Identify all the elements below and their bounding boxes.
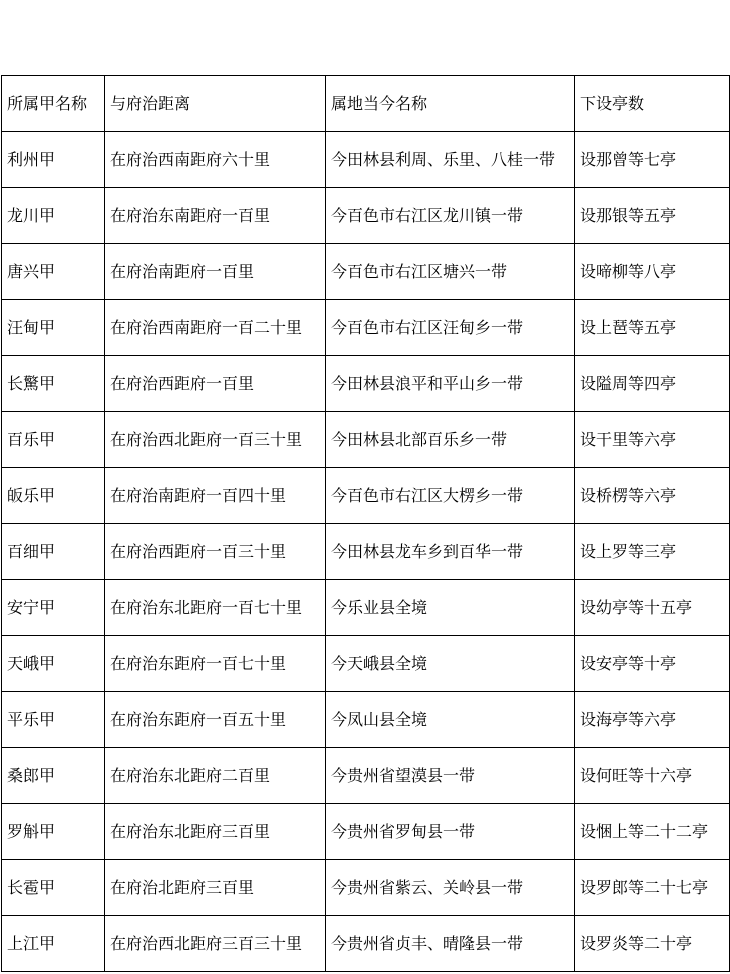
cell-jia-name: 汪甸甲 xyxy=(2,300,105,356)
cell-jia-name: 长雹甲 xyxy=(2,860,105,916)
table-body xyxy=(2,76,730,972)
cell-distance: 在府治东北距府一百七十里 xyxy=(105,580,326,636)
table-row xyxy=(2,580,730,636)
cell-modern-name: 今田林县北部百乐乡一带 xyxy=(326,412,575,468)
cell-ting-count: 设罗炎等二十亭 xyxy=(575,916,730,972)
cell-modern-name: 今天峨县全境 xyxy=(326,636,575,692)
cell-ting-count: 设何旺等十六亭 xyxy=(575,748,730,804)
cell-modern-name: 今贵州省贞丰、晴隆县一带 xyxy=(326,916,575,972)
cell-ting-count: 设隘周等四亭 xyxy=(575,356,730,412)
cell-jia-name: 罗斛甲 xyxy=(2,804,105,860)
cell-distance: 在府治东北距府三百里 xyxy=(105,804,326,860)
table-row xyxy=(2,916,730,972)
table-row xyxy=(2,244,730,300)
cell-distance: 在府治西南距府六十里 xyxy=(105,132,326,188)
cell-modern-name: 今贵州省罗甸县一带 xyxy=(326,804,575,860)
cell-distance: 在府治南距府一百里 xyxy=(105,244,326,300)
cell-modern-name: 今凤山县全境 xyxy=(326,692,575,748)
cell-ting-count: 设干里等六亭 xyxy=(575,412,730,468)
cell-ting-count: 设上罗等三亭 xyxy=(575,524,730,580)
table-row xyxy=(2,412,730,468)
cell-distance: 在府治东南距府一百里 xyxy=(105,188,326,244)
cell-distance: 在府治西北距府三百三十里 xyxy=(105,916,326,972)
cell-jia-name: 天峨甲 xyxy=(2,636,105,692)
cell-ting-count: 设悃上等二十二亭 xyxy=(575,804,730,860)
cell-jia-name: 百细甲 xyxy=(2,524,105,580)
table-row xyxy=(2,692,730,748)
cell-distance: 在府治北距府三百里 xyxy=(105,860,326,916)
cell-distance: 在府治西南距府一百二十里 xyxy=(105,300,326,356)
cell-jia-name: 唐兴甲 xyxy=(2,244,105,300)
cell-distance: 在府治西距府一百三十里 xyxy=(105,524,326,580)
cell-jia-name: 龙川甲 xyxy=(2,188,105,244)
header-distance: 与府治距离 xyxy=(105,76,326,132)
cell-ting-count: 设上琶等五亭 xyxy=(575,300,730,356)
table-row xyxy=(2,132,730,188)
table-row xyxy=(2,860,730,916)
cell-ting-count: 设那银等五亭 xyxy=(575,188,730,244)
cell-ting-count: 设幼亭等十五亭 xyxy=(575,580,730,636)
cell-ting-count: 设那曾等七亭 xyxy=(575,132,730,188)
cell-jia-name: 利州甲 xyxy=(2,132,105,188)
cell-distance: 在府治南距府一百四十里 xyxy=(105,468,326,524)
cell-modern-name: 今贵州省望漠县一带 xyxy=(326,748,575,804)
header-jia-name: 所属甲名称 xyxy=(2,76,105,132)
header-modern-name: 属地当今名称 xyxy=(326,76,575,132)
table-row xyxy=(2,356,730,412)
cell-distance: 在府治东距府一百五十里 xyxy=(105,692,326,748)
cell-jia-name: 百乐甲 xyxy=(2,412,105,468)
cell-distance: 在府治东北距府二百里 xyxy=(105,748,326,804)
cell-ting-count: 设海亭等六亭 xyxy=(575,692,730,748)
header-ting-count: 下设亭数 xyxy=(575,76,730,132)
cell-jia-name: 皈乐甲 xyxy=(2,468,105,524)
cell-ting-count: 设桥楞等六亭 xyxy=(575,468,730,524)
jia-table xyxy=(1,75,730,972)
cell-distance: 在府治西距府一百里 xyxy=(105,356,326,412)
cell-jia-name: 上江甲 xyxy=(2,916,105,972)
cell-jia-name: 平乐甲 xyxy=(2,692,105,748)
cell-modern-name: 今田林县浪平和平山乡一带 xyxy=(326,356,575,412)
cell-modern-name: 今百色市右江区大楞乡一带 xyxy=(326,468,575,524)
cell-modern-name: 今百色市右江区龙川镇一带 xyxy=(326,188,575,244)
table-row xyxy=(2,188,730,244)
table-row xyxy=(2,468,730,524)
table-header-row xyxy=(2,76,730,132)
cell-ting-count: 设罗郎等二十七亭 xyxy=(575,860,730,916)
cell-modern-name: 今贵州省紫云、关岭县一带 xyxy=(326,860,575,916)
table-row xyxy=(2,524,730,580)
table-row xyxy=(2,804,730,860)
cell-modern-name: 今百色市右江区塘兴一带 xyxy=(326,244,575,300)
cell-ting-count: 设安亭等十亭 xyxy=(575,636,730,692)
cell-modern-name: 今田林县龙车乡到百华一带 xyxy=(326,524,575,580)
cell-jia-name: 长驚甲 xyxy=(2,356,105,412)
table-row xyxy=(2,636,730,692)
cell-jia-name: 桑郎甲 xyxy=(2,748,105,804)
cell-jia-name: 安宁甲 xyxy=(2,580,105,636)
cell-distance: 在府治东距府一百七十里 xyxy=(105,636,326,692)
cell-ting-count: 设啼柳等八亭 xyxy=(575,244,730,300)
table-row xyxy=(2,300,730,356)
table-row xyxy=(2,748,730,804)
cell-distance: 在府治西北距府一百三十里 xyxy=(105,412,326,468)
cell-modern-name: 今乐业县全境 xyxy=(326,580,575,636)
cell-modern-name: 今百色市右江区汪甸乡一带 xyxy=(326,300,575,356)
cell-modern-name: 今田林县利周、乐里、八桂一带 xyxy=(326,132,575,188)
